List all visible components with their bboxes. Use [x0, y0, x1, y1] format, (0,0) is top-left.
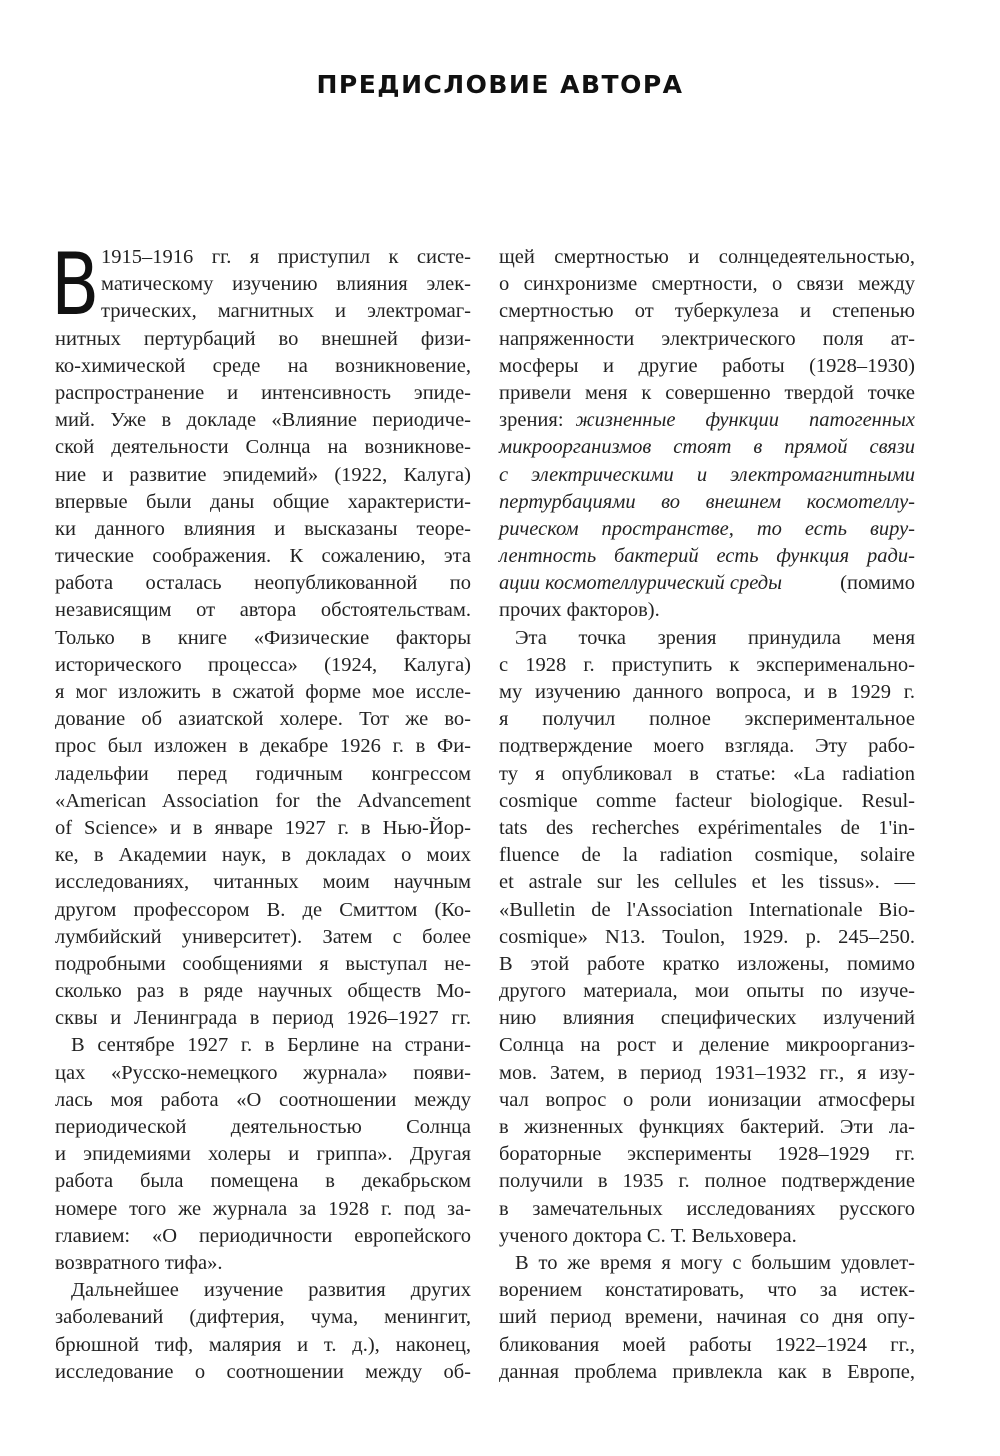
- text-line: ладельфии перед годичным конгрессом: [55, 762, 471, 785]
- text-line: 1915–1916 гг. я приступил к систе-: [101, 246, 471, 268]
- text-line: прочих факторов).: [499, 599, 660, 622]
- text-line: «Bulletin de l'Association Internationale Bio-: [499, 898, 915, 921]
- emphasis-line: с электрическими и электромагнитными: [499, 463, 915, 486]
- text-line: ки данного влияния и высказаны теоре-: [55, 517, 471, 540]
- text-line: подробными сообщениями я выступал не-: [55, 952, 471, 975]
- left-text-column: [51, 235, 471, 1386]
- text-line: тические соображения. К сожалению, эта: [55, 545, 471, 568]
- text-line: лумбийский университет). Затем с более: [55, 925, 471, 948]
- text-line: исторического процесса» (1924, Калуга): [55, 653, 471, 676]
- text-line: ко-химической среде на возникновение,: [55, 354, 471, 377]
- text-line: ской деятельности Солнца на возникнове-: [55, 436, 471, 459]
- text-line: напряженности электрического поля ат-: [499, 327, 915, 350]
- text-line: прос был изложен в декабре 1926 г. в Фи-: [55, 735, 471, 758]
- text-line: [499, 570, 915, 597]
- text-line: fluence de la radiation cosmique, solaire: [499, 844, 915, 867]
- text-line: [499, 407, 915, 434]
- text-line: Солнца на рост и деление микроорганиз-: [499, 1034, 915, 1057]
- text-line: цах «Русско-немецкого журнала» появи-: [55, 1061, 471, 1084]
- text-line: матическому изучению влияния элек-: [101, 273, 471, 296]
- text-line: ке, в Академии наук, в докладах о моих: [55, 844, 471, 867]
- text-line: ший период времени, начиная со дня опу-: [499, 1306, 915, 1329]
- text-line: нитных пертурбаций во внешней физи-: [55, 327, 471, 350]
- text-line: независящим от автора обстоятельствам.: [55, 599, 471, 622]
- text-line: в жизненных функциях бактерий. Эти ла-: [499, 1116, 915, 1138]
- text-line: заболеваний (дифтерия, чума, менингит,: [55, 1306, 471, 1329]
- text-line: в замечательных исследованиях русского: [499, 1197, 915, 1220]
- text-line: ту я опубликовал в статье: «La radiation: [499, 762, 915, 785]
- text-line: Эта точка зрения принудила меня: [515, 626, 915, 649]
- text-line: cosmique comme facteur biologique. Resul-: [499, 789, 915, 812]
- text-line: смертностью от туберкулеза и степенью: [499, 300, 915, 323]
- text-line: сквы и Ленинграда в период 1926–1927 гг.: [55, 1007, 471, 1030]
- text-line: бораторные эксперименты 1928–1929 гг.: [499, 1143, 915, 1166]
- text-line: главием: «О периодичности европейского: [55, 1224, 471, 1247]
- text-line: бликования моей работы 1922–1924 гг.,: [499, 1333, 915, 1356]
- text-line: я мог изложить в сжатой форме мое иссле-: [55, 681, 471, 703]
- text-line: et astrale sur les cellules et les tissus». —: [499, 871, 915, 894]
- text-line: Только в книге «Физические факторы: [55, 626, 471, 649]
- text-line: лась моя работа «О соотношении между: [55, 1088, 471, 1111]
- text-line: впервые были даны общие характеристи-: [55, 490, 471, 513]
- text-line: В то же время я могу с большим удовлет-: [515, 1251, 915, 1274]
- text-line: мий. Уже в докладе «Влияние периодиче-: [55, 409, 471, 432]
- emphasis-line: рическом пространстве, то есть виру-: [499, 517, 915, 540]
- text-line: о синхронизме смертности, о связи между: [499, 273, 915, 296]
- text-line: ученого доктора С. Т. Вельховера.: [499, 1224, 797, 1247]
- text-fragment: зрения:: [499, 409, 564, 432]
- text-line: и эпидемиями холеры и гриппа». Другая: [55, 1143, 471, 1166]
- text-line: щей смертностью и солнцедеятельностью,: [499, 246, 915, 268]
- emphasis-line: пертурбациями во внешнем космотеллу-: [499, 490, 915, 513]
- right-text-column: [499, 244, 915, 1386]
- text-line: мосферы и другие работы (1928–1930): [499, 354, 915, 377]
- text-line: ворением констатировать, что за истек-: [499, 1279, 915, 1302]
- drop-cap: В: [51, 235, 100, 335]
- text-line: чал вопрос о роли ионизации атмосферы: [499, 1088, 915, 1111]
- text-fragment: (помимо: [840, 572, 915, 595]
- text-line: мов. Затем, в период 1931–1932 гг., я изу-: [499, 1061, 915, 1084]
- page-title: ПРЕДИСЛОВИЕ АВТОРА: [316, 70, 684, 99]
- text-line: я получил полное экспериментальное: [499, 708, 915, 731]
- text-line: В сентябре 1927 г. в Берлине на страни-: [71, 1034, 471, 1057]
- text-line: с 1928 г. приступить к эксперименально-: [499, 653, 915, 676]
- text-line: получили в 1935 г. полное подтверждение: [499, 1170, 915, 1193]
- text-line: привели меня к совершенно твердой точке: [499, 381, 915, 404]
- text-line: другом профессором В. де Смиттом (Ко-: [55, 898, 471, 921]
- text-line: брюшной тиф, малярия и т. д.), наконец,: [55, 1333, 471, 1356]
- text-line: cosmique» N13. Toulon, 1929. p. 245–250.: [499, 925, 915, 948]
- text-line: сколько раз в ряде научных обществ Мо-: [55, 980, 471, 1003]
- text-line: распространение и интенсивность эпиде-: [55, 381, 471, 404]
- emphasis-line: лентность бактерий есть функция ради-: [499, 545, 915, 568]
- text-line: подтверждение моего взгляда. Эту рабо-: [499, 735, 915, 758]
- text-line: данная проблема привлекла как в Европе,: [499, 1360, 915, 1383]
- text-line: трических, магнитных и электромаг-: [101, 300, 471, 323]
- text-line: другого материала, мои опыты по изуче-: [499, 980, 915, 1003]
- text-line: tats des recherches expérimentales de 1'in-: [499, 816, 915, 839]
- emphasis-line: микроорганизмов стоят в прямой связи: [499, 436, 915, 459]
- text-line: исследование о соотношении между об-: [55, 1360, 471, 1383]
- text-line: «American Association for the Advancement: [55, 789, 471, 812]
- text-line: дование об азиатской холере. Тот же во-: [55, 708, 471, 731]
- text-line: ние и развитие эпидемий» (1922, Калуга): [55, 463, 471, 486]
- text-line: периодической деятельностью Солнца: [55, 1116, 471, 1138]
- text-line: работа была помещена в декабрьском: [55, 1170, 471, 1193]
- text-line: of Science» и в январе 1927 г. в Нью-Йор-: [55, 816, 471, 839]
- text-line: номере того же журнала за 1928 г. под за-: [55, 1197, 471, 1220]
- text-line: работа осталась неопубликованной по: [55, 572, 471, 595]
- text-line: возвратного тифа».: [55, 1251, 223, 1274]
- emphasis-text: жизненные функции патогенных: [575, 409, 915, 432]
- text-line: исследованиях, читанных моим научным: [55, 871, 471, 894]
- text-line: Дальнейшее изучение развития других: [71, 1279, 471, 1302]
- text-line: В этой работе кратко изложены, помимо: [499, 952, 915, 975]
- text-line: нию влияния специфических излучений: [499, 1007, 915, 1030]
- emphasis-text: ации космотеллурический среды: [499, 572, 783, 595]
- text-line: му изучению данного вопроса, и в 1929 г.: [499, 681, 915, 703]
